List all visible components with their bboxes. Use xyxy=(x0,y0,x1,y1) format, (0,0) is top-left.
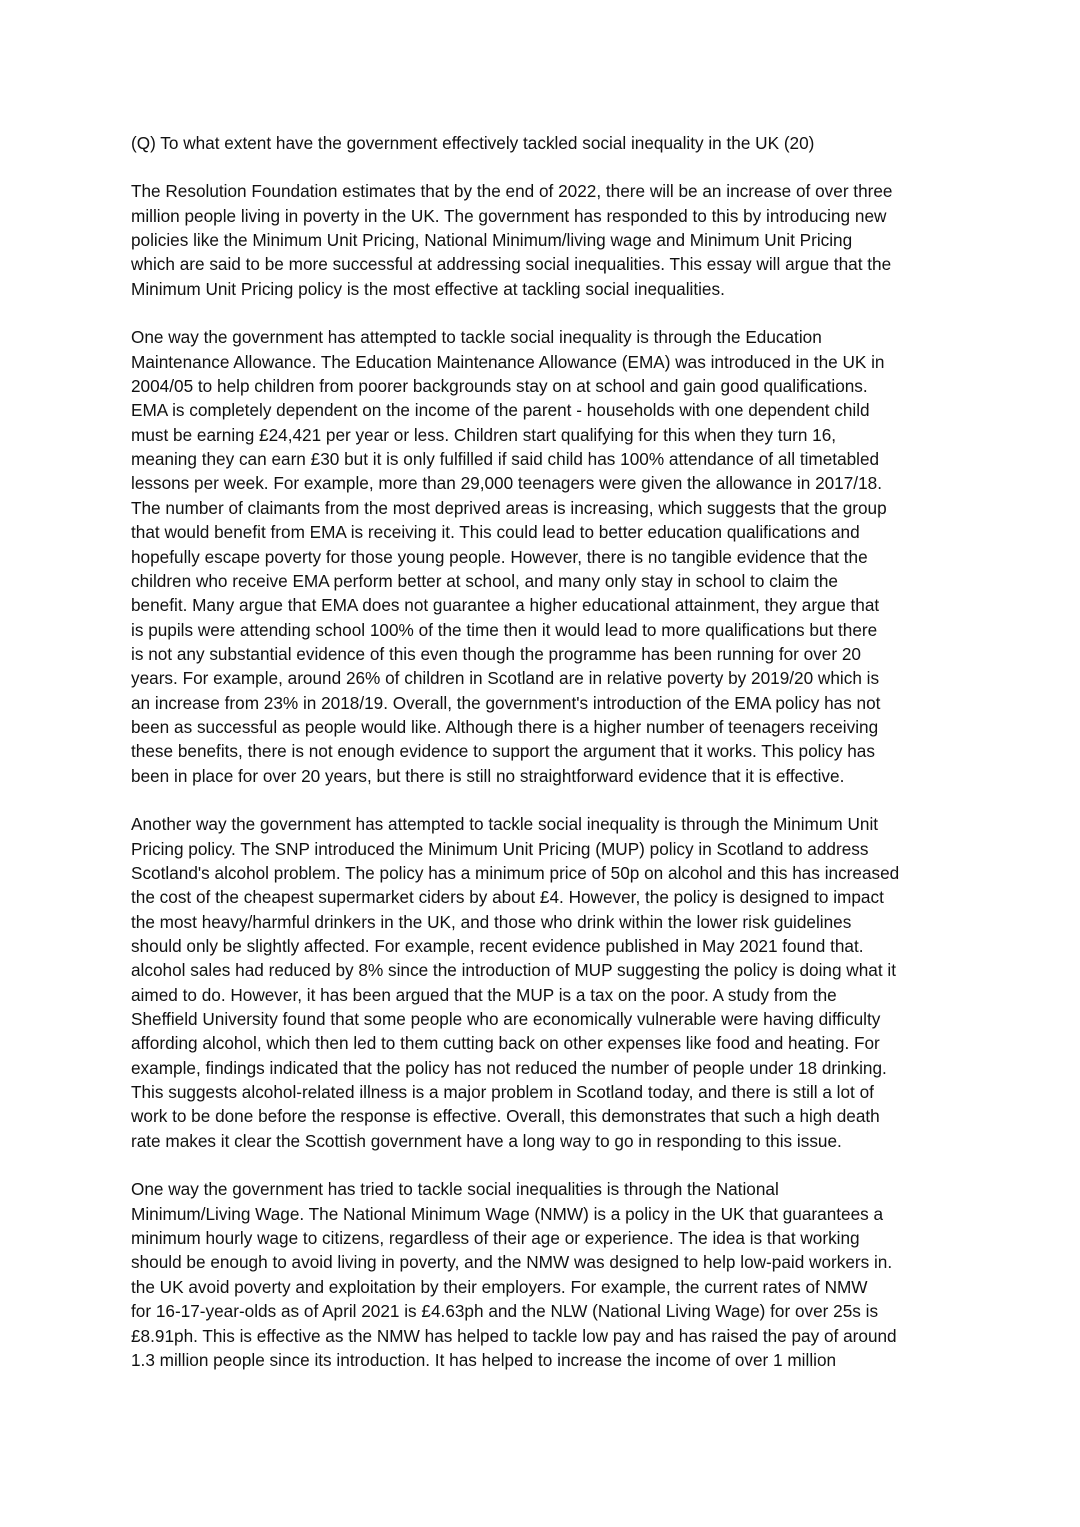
text-line: Scotland's alcohol problem. The policy has a minimum price of 50p on alcohol and this has increased xyxy=(131,862,900,883)
text-line: 1.3 million people since its introduction. It has helped to increase the income of over 1 million xyxy=(131,1349,837,1370)
text-line: the UK avoid poverty and exploitation by their employers. For example, the current rates of NMW xyxy=(131,1276,868,1297)
text-line: must be earning £24,421 per year or less. Children start qualifying for this when they turn 16, xyxy=(131,424,837,445)
text-line: is not any substantial evidence of this even though the programme has been running for over 20 xyxy=(131,643,861,664)
text-line: Sheffield University found that some people who are economically vulnerable were having difficulty xyxy=(131,1009,881,1030)
paragraph-ema xyxy=(131,325,961,788)
text-line: affording alcohol, which then led to them cutting back on other expenses like food and heating. For xyxy=(131,1033,880,1054)
text-line: Another way the government has attempted to tackle social inequality is through the Minimum Unit xyxy=(131,814,879,835)
text-line: for 16-17-year-olds as of April 2021 is £4.63ph and the NLW (National Living Wage) for over 25s is xyxy=(131,1301,879,1322)
text-line: One way the government has attempted to tackle social inequality is through the Education xyxy=(131,327,822,348)
text-line: One way the government has tried to tackle social inequalities is through the National xyxy=(131,1179,779,1200)
essay-question: (Q) To what extent have the government effectively tackled social inequality in the UK (20) xyxy=(131,133,815,153)
text-line: £8.91ph. This is effective as the NMW has helped to tackle low pay and has raised the pay of around xyxy=(131,1325,897,1346)
text-line: that would benefit from EMA is receiving it. This could lead to better education qualifications and xyxy=(131,522,860,543)
text-line: Maintenance Allowance. The Education Maintenance Allowance (EMA) was introduced in the UK in xyxy=(131,351,885,372)
text-line: million people living in poverty in the UK. The government has responded to this by introducing new xyxy=(131,205,887,226)
text-line: is pupils were attending school 100% of the time then it would lead to more qualifications but there xyxy=(131,619,878,640)
text-line: an increase from 23% in 2018/19. Overall, the government's introduction of the EMA policy has not xyxy=(131,692,881,713)
text-line: This suggests alcohol-related illness is a major problem in Scotland today, and there is still a lot of xyxy=(131,1082,874,1103)
text-line: The number of claimants from the most deprived areas is increasing, which suggests that the group xyxy=(131,497,887,518)
text-line: 2004/05 to help children from poorer backgrounds stay on at school and gain good qualifications. xyxy=(131,376,868,397)
text-line: example, findings indicated that the policy has not reduced the number of people under 18 drinking. xyxy=(131,1057,887,1078)
text-line: meaning they can earn £30 but it is only fulfilled if said child has 100% attendance of all timetabled xyxy=(131,449,880,470)
text-line: The Resolution Foundation estimates that by the end of 2022, there will be an increase of over three xyxy=(131,181,893,202)
text-line: the most heavy/harmful drinkers in the UK, and those who drink within the lower risk guidelines xyxy=(131,911,852,932)
text-line: been as successful as people would like. Although there is a higher number of teenagers receiving xyxy=(131,716,879,737)
text-line: Minimum/Living Wage. The National Minimum Wage (NMW) is a policy in the UK that guarantees a xyxy=(131,1203,884,1224)
text-line: should be enough to avoid living in poverty, and the NMW was designed to help low-paid workers in. xyxy=(131,1252,893,1273)
essay-body xyxy=(131,131,961,1397)
text-line: minimum hourly wage to citizens, regardless of their age or experience. The idea is that working xyxy=(131,1228,860,1249)
text-line: Minimum Unit Pricing policy is the most effective at tackling social inequalities. xyxy=(131,278,725,299)
text-line: aimed to do. However, it has been argued that the MUP is a tax on the poor. A study from the xyxy=(131,984,837,1005)
paragraph-mup xyxy=(131,812,961,1153)
text-line: should only be slightly affected. For example, recent evidence published in May 2021 found that. xyxy=(131,936,864,956)
text-line: years. For example, around 26% of children in Scotland are in relative poverty by 2019/20 which is xyxy=(131,668,880,689)
text-line: hopefully escape poverty for those young people. However, there is no tangible evidence that the xyxy=(131,546,868,567)
text-line: policies like the Minimum Unit Pricing, National Minimum/living wage and Minimum Unit Pricing xyxy=(131,230,853,251)
paragraph-introduction xyxy=(131,179,961,301)
text-line: lessons per week. For example, more than 29,000 teenagers were given the allowance in 2017/18. xyxy=(131,473,882,494)
text-line: EMA is completely dependent on the income of the parent - households with one dependent child xyxy=(131,400,870,421)
text-line: the cost of the cheapest supermarket ciders by about £4. However, the policy is designed to impact xyxy=(131,887,884,908)
text-line: these benefits, there is not enough evidence to support the argument that it works. This policy has xyxy=(131,741,875,762)
text-line: which are said to be more successful at addressing social inequalities. This essay will argue that the xyxy=(131,254,892,275)
paragraph-nmw xyxy=(131,1177,961,1372)
text-line: children who receive EMA perform better at school, and many only stay in school to claim the xyxy=(131,570,838,591)
text-line: rate makes it clear the Scottish government have a long way to go in responding to this issue. xyxy=(131,1130,842,1151)
text-line: alcohol sales had reduced by 8% since the introduction of MUP suggesting the policy is doing what it xyxy=(131,960,896,981)
text-line: work to be done before the response is effective. Overall, this demonstrates that such a high death xyxy=(131,1106,880,1127)
text-line: been in place for over 20 years, but there is still no straightforward evidence that it is effective. xyxy=(131,765,845,786)
text-line: benefit. Many argue that EMA does not guarantee a higher educational attainment, they argue that xyxy=(131,595,880,616)
text-line: Pricing policy. The SNP introduced the Minimum Unit Pricing (MUP) policy in Scotland to address xyxy=(131,838,869,859)
